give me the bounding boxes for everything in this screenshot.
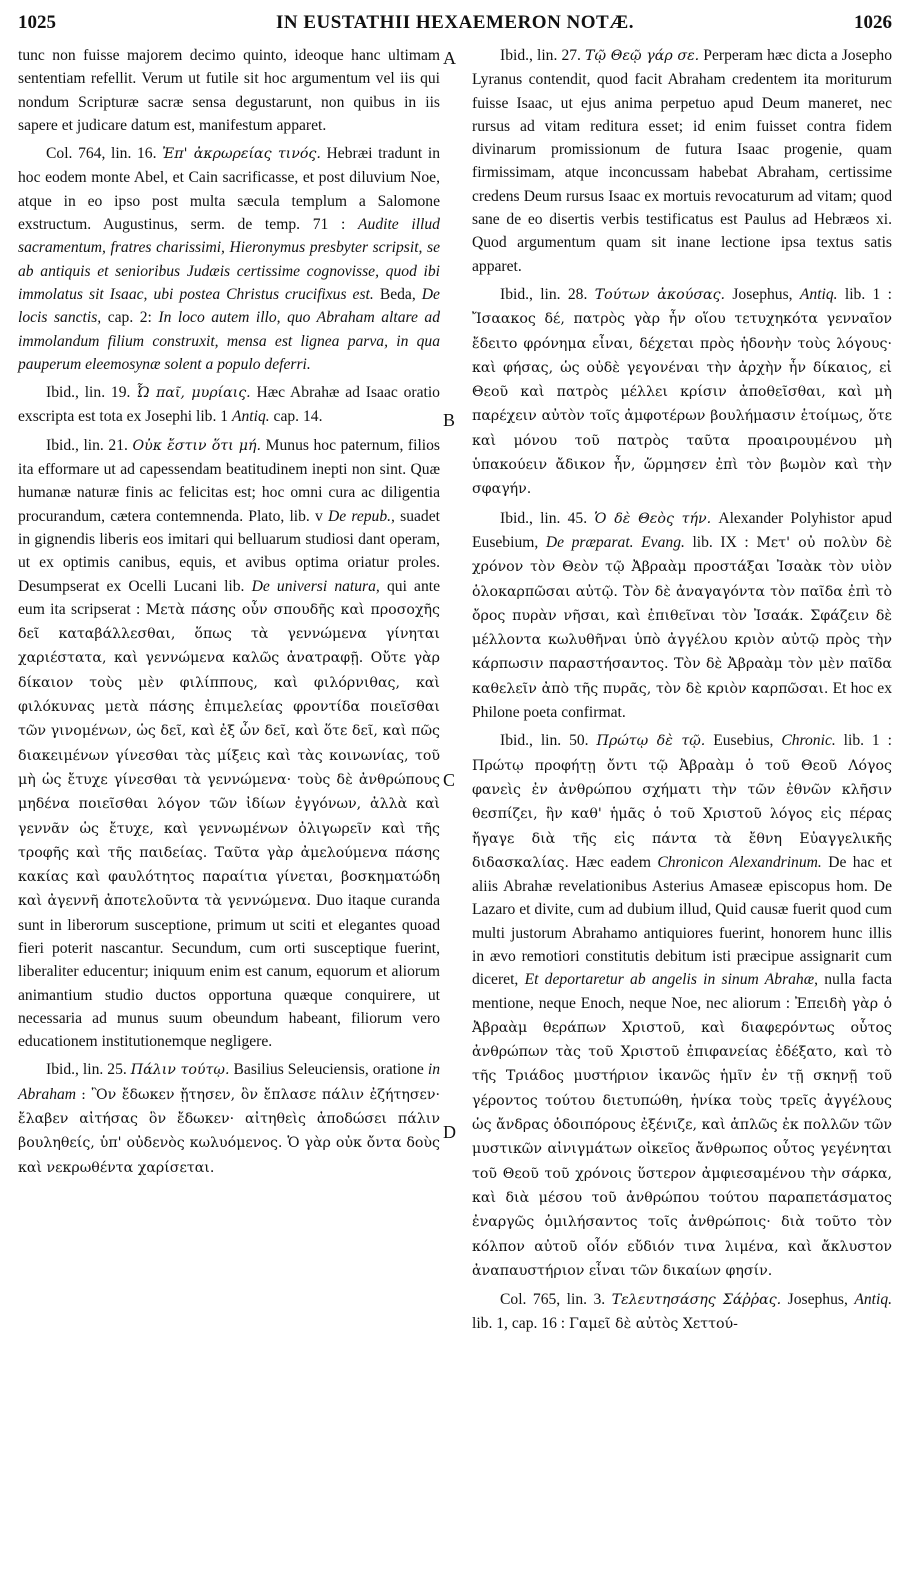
section-marker-b: B	[443, 410, 456, 430]
note-paragraph: Ibid., lin. 25. Πάλιν τούτῳ. Basilius Seleuciensis, oratione in Abraham : Ὃν ἔδωκεν ᾔτησεν, ὃν ἔπλασε πάλιν ἐζήτησεν· ἔλαβεν αἰτήσας ὃν ἔδωκεν· αἰτηθεὶς ἀποδώσει πάλιν βουληθείς, ὑπ' οὐδενὸς κωλυόμενος. Ὁ γὰρ οὐκ ὄντα δοὺς καὶ νεκρωθέντα χαρίσεται.	[18, 1061, 441, 1176]
note-paragraph: Col. 764, lin. 16. Ἐπ' ἀκρωρείας τινός. Hebræi tradunt in hoc eodem monte Abel, et Cain sacrificasse, et post diluvium Noe, atque in eo ipso post multa sæcula templum a Salomone exstructum. Augustinus, serm. de temp. 71 : Audite illud sacramentum, fratres charissimi, Hieronymus presbyter scripsit, se ab antiquis et senioribus Judæis certissime cognovisse, quod ibi immolatus sit Isaac, ubi postea Christus crucifixus est. Beda, De locis sanctis, cap. 2: In loco autem illo, quo Abraham altare ad immolandum filium construxit, mensa est lignea parva, in qua pauperum eleemosynæ solent a populo deferri.	[18, 145, 441, 373]
note-paragraph: tunc non fuisse majorem decimo quinto, ideoque hanc ultimam sententiam refellit. Verum ut futile sit hoc argumentum vel iis qui nondum Scripturæ sacræ sensa degustarunt, non quibus in iis sapere et judicare datum est, manifestum apparet.	[18, 47, 440, 134]
note-paragraph: Ibid., lin. 19. Ὦ παῖ, μυρίαις. Hæc Abrahæ ad Isaac oratio exscripta est tota ex Josephi lib. 1 Antiq. cap. 14.	[18, 384, 440, 426]
section-marker-c: C	[443, 770, 456, 790]
note-paragraph: Ibid., lin. 21. Οὐκ ἔστιν ὅτι μή. Munus hoc paternum, filios ita efformare ut ad capessendam beatitudinem inepti non sint. Quæ humanæ naturæ finis ac felicitas est; hoc omni cura ac diligentia procurandum, cætera contemnenda. Plato, lib. v De repub., suadet in gignendis liberis eos imitari qui belluarum studiosi dant operam, ut ex optimis canibus, equis, et avibus optima oriatur proles. Desumpserat ex Ocelli Lucani lib. De universi natura, qui ante eum ita scripserat : Μετὰ πάσης οὖν σπουδῆς καὶ προσοχῆς δεῖ καταβάλλεσθαι, ὅπως τὰ γεννώμενα γίνηται χαριέστατα, καὶ γεννώμενα καλῶς ἀνατραφῇ. Οὔτε γὰρ δίκαιον τοὺς μὲν φιλίππους, καὶ φιλόρνιθας, καὶ φιλόκυνας μετὰ πάσης ἐπιμελείας φροντίδα ποιεῖσθαι τῶν γινομένων, ὡς δεῖ, καὶ ἐξ ὧν δεῖ, καὶ ὅτε δεῖ, καὶ πῶς διακειμένων γίνεσθαι τὰς μίξεις καὶ τὰς κοινωνίας, τοῦ μὴ ὡς ἔτυχε γίνεσθαι τὰ γεννώμενα· τοὺς δὲ ἀνθρώπους μηδένα ποιεῖσθαι λόγον τῶν ἰδίων ἐγγόνων, ἀλλὰ καὶ γεννᾶν ὡς ἔτυχε, καὶ γεννωμένων ὀλιγωρεῖν καὶ τῆς τροφῆς καὶ τῆς παιδείας. Ταῦτα γὰρ ἀμελούμενα πάσης κακίας καὶ φαυλότητος παραίτια γίνεται, βοσκηματώδη καὶ ἀγεννῆ ἀποτελοῦντα τὰ γεννώμενα. Duo itaque curanda sunt in liberorum susceptione, primum ut sciti et elegantes quoad fieri poterit nascantur. Secundum, cum orti susceptique fuerint, liberaliter educentur; iniquum enim est canum, equorum et aliorum animantium studio ductos opportuna quæque conquirere, ut necessaria ad munus suum obeundum habeant, filiorum vero educationem institutionemque negligere.	[18, 436, 441, 1051]
section-marker-d: D	[443, 1122, 456, 1142]
note-paragraph: Ibid., lin. 50. Πρώτῳ δὲ τῷ. Eusebius, Chronic. lib. 1 : Πρώτῳ προφήτῃ ὄντι τῷ Ἀβραὰμ ὁ τοῦ Θεοῦ Λόγος φανεὶς ἐν ἀνθρώπου σχήματι τὴν τῶν ἐθνῶν κλῆσιν θεσπίζει, ἣν καθ' ἡμᾶς ὁ τοῦ Χριστοῦ λόγος εἰς πέρας ἤγαγε διὰ τῆς εἰς πάντα τὰ ἔθνη Εὐαγγελικῆς διδασκαλίας. Hæc eadem Chronicon Alexandrinum. De hac et aliis Abrahæ revelationibus Asterius Amaseæ episcopus hom. De Lazaro et divite, cum ad dubium illud, Quid causæ fuerit quod cum multi justorum Abrahamo antiquiores fuerint, honorem hunc illis in ævo remotiori constitutis debitum isti præcipue assignarit cum diceret, Et deportaretur ab angelis in sinum Abrahæ, nulla facta mentione, neque Enoch, neque Noe, nec aliorum : Ἐπειδὴ γὰρ ὁ Ἀβραὰμ θεράπων Χριστοῦ, καὶ διαφερόντως οὗτος ἀνθρώπων τὰς τοῦ Χριστοῦ ἐπιφανείας ἐδέξατο, καὶ τὸ τῆς Τριάδος μυστήριον ἱκανῶς ἡμῖν ἐν τῇ σκηνῇ τοῦ γέροντος τούτου διετυπώθη, ἡνίκα τοὺς τρεῖς ἀγγέλους ὡς ἄνδρας ὁδοιπόρους ἐξένιζε, καὶ ἁπλῶς ἐκ πολλῶν τῶν μυστικῶν αἰνιγμάτων οἰκεῖος ἄνθρωπος οὗτος γεγένηται τοῦ Θεοῦ τοῦ χρόνοις ὕστερον ἀμφιεσαμένου τὴν σάρκα, καὶ διὰ μέσου τοῦ ἀνθρώπου τούτου παραπετάσματος ἐναργῶς ὁμιλήσαντος τοῖς ἀνθρώποις· διὰ τοῦτο τὸν κόλπον αὐτοῦ οἷόν εὔδιόν τινα λιμένα, καὶ ἄκλυστον ἀναπαυστήριον εἶναι τῶν δικαίων φησίν.	[472, 732, 892, 1279]
left-column	[18, 44, 440, 1185]
right-column-number: 1026	[854, 12, 892, 33]
right-column	[472, 44, 892, 1342]
note-paragraph: Col. 765, lin. 3. Τελευτησάσης Σάῤῥας. Josephus, Antiq. lib. 1, cap. 16 : Γαμεῖ δὲ αὐτὸς Χεττού-	[472, 1291, 893, 1333]
note-paragraph: Ibid., lin. 45. Ὁ δὲ Θεὸς τήν. Alexander Polyhistor apud Eusebium, De præparat. Evang. lib. IX : Μετ' οὐ πολὺν δὲ χρόνον τὸν Θεὸν τῷ Ἀβραὰμ προστάξαι Ἰσαὰκ τὸν υἱὸν ὁλοκαρπῶσαι αὐτῷ. Τὸν δὲ ἀναγαγόντα τὸν παῖδα ἐπὶ τὸ ὄρος πυρὰν νῆσαι, καὶ ἐπιθεῖναι τὸν Ἰσαάκ. Σφάζειν δὲ μέλλοντα κωλυθῆναι ὑπὸ ἀγγέλου κριὸν αὐτῷ πρὸς τὴν κάρπωσιν παραστήσαντος. Τὸν δὲ Ἀβραὰμ τὸν μὲν παῖδα καθελεῖν ἀπὸ τῆς πυρᾶς, τὸν δὲ κριὸν καρπῶσαι. Et hoc ex Philone poeta confirmat.	[472, 509, 893, 722]
note-paragraph: Ibid., lin. 28. Τούτων ἀκούσας. Josephus, Antiq. lib. 1 : Ἴσαακος δέ, πατρὸς γὰρ ἦν οἵου τετυχηκότα γενναῖον ἔδειτο φρόνημα εἶναι, δέχεται πρὸς ἡδονὴν τοὺς λόγους· καὶ φήσας, ὡς οὐδὲ γεγονέναι τὴν ἀρχὴν ἦν δίκαιος, εἰ Θεοῦ καὶ πατρὸς μέλλει κρίσιν ἀποθεῖσθαι, καὶ μὴ παρέχειν αὐτὸν τοῖς ἀμφοτέρων βουλήμασιν ἑτοίμως, ὅτε καὶ μόνου τοῦ πατρὸς ταῦτα προαιρουμένου μὴ ὑπακούειν ἄδικον ἦν, ὥρμησεν ἐπὶ τὸν βωμὸν καὶ τὴν σφαγήν.	[472, 285, 892, 498]
left-column-number: 1025	[18, 12, 56, 33]
note-paragraph: Ibid., lin. 27. Τῷ Θεῷ γάρ σε. Perperam hæc dicta a Josepho Lyranus contendit, quod facit Abraham credentem ita moriturum fuisse Isaac, ut ejus anima perpetuo apud Deum maneret, nec rursus ad vitam reditura esset; id enim fuisset contra fidem divinarum promissionum de futura Isaac progenie, quam firmissimam, atque inconcussam habebat Abraham, certissime credens Deum rursus Isaac ex mortuis revocaturum ad vitam; quod sane de eo disertis verbis testificatus est Paulus ad Hebræos xi. Quod argumentum quam sit inane lectione ipsa textus satis apparet.	[472, 47, 892, 275]
running-title: IN EUSTATHII HEXAEMERON NOTÆ.	[276, 12, 634, 33]
section-marker-a: A	[443, 48, 456, 68]
page-header	[18, 8, 892, 38]
